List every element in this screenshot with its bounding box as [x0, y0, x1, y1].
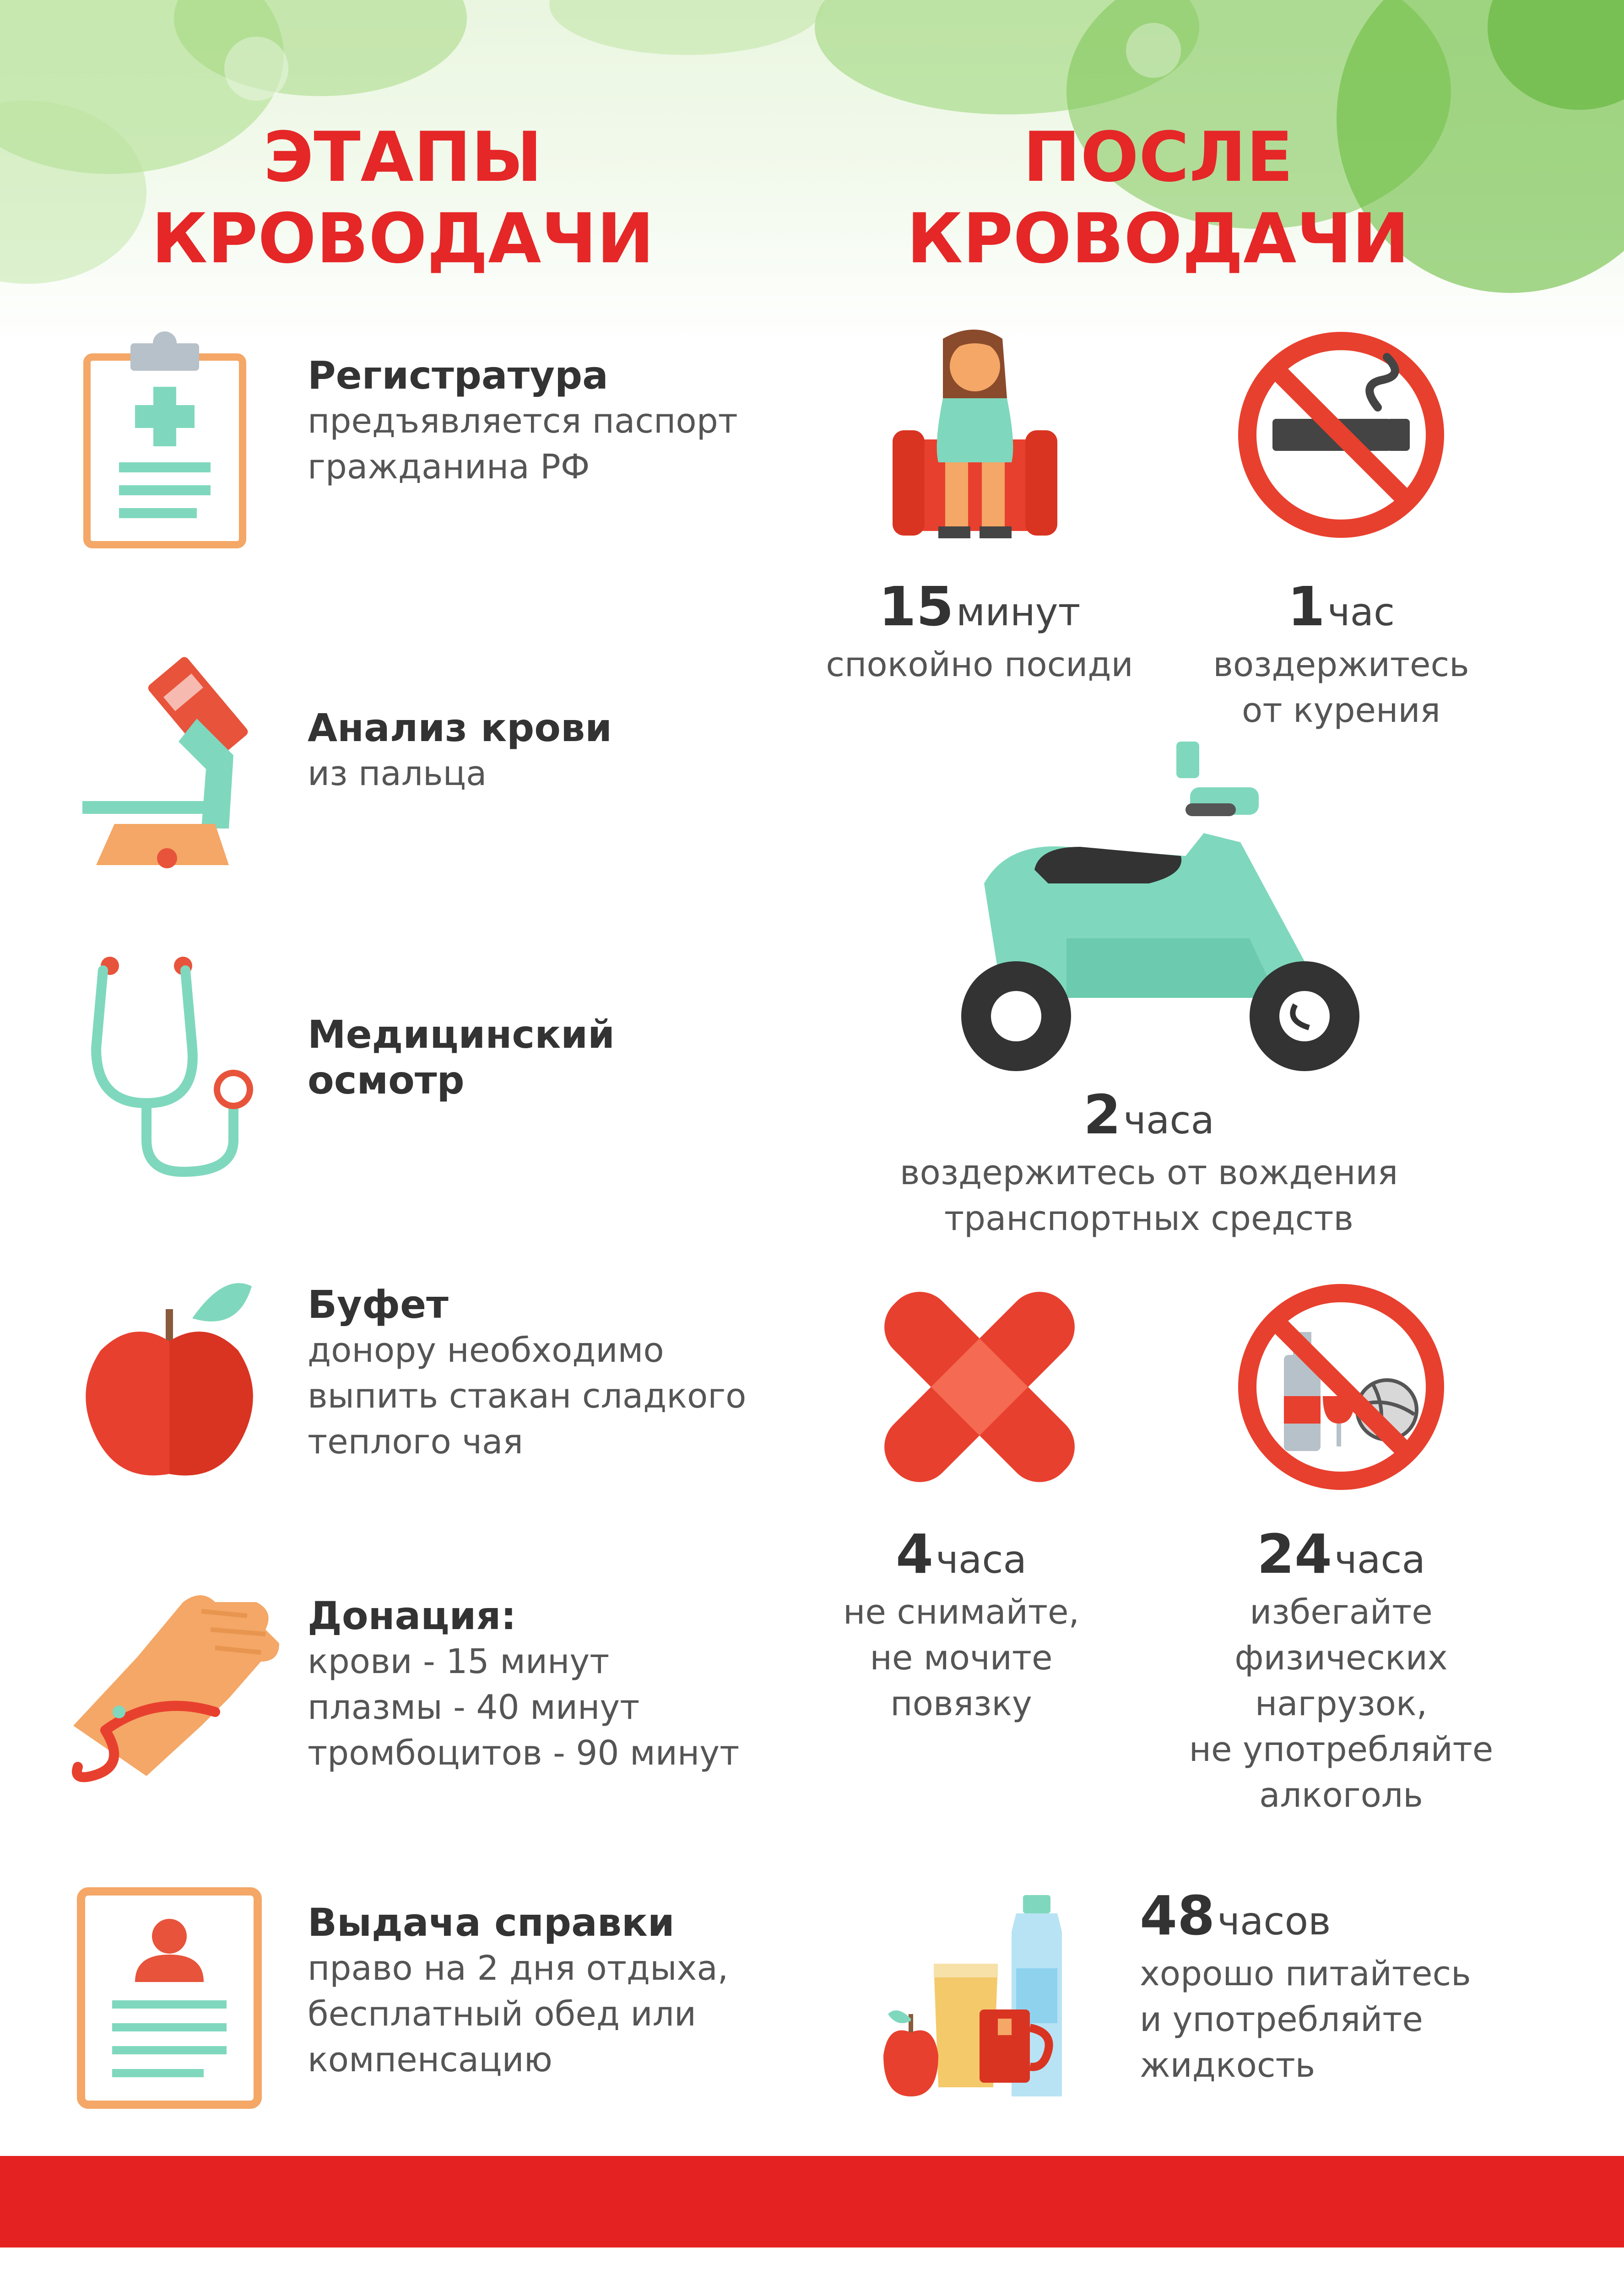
- after-2hours: [815, 1085, 1483, 1241]
- stage-title: Анализ крови: [308, 705, 612, 750]
- stage-desc-line: донору необходимо: [308, 1331, 664, 1370]
- stage-registration: [308, 352, 738, 490]
- after-15min: [787, 577, 1172, 688]
- stage-desc-line: из пальца: [308, 754, 487, 793]
- stage-desc-line: крови - 15 минут: [308, 1642, 610, 1681]
- apple-icon: [78, 1273, 261, 1489]
- title-after-line1: ПОСЛЕ: [1023, 118, 1294, 197]
- stage-title: Медицинский: [308, 1012, 615, 1057]
- scooter-icon: [929, 742, 1378, 1073]
- microscope-icon: [78, 650, 261, 876]
- after-unit: часа: [936, 1537, 1027, 1582]
- after-desc-line: воздержитесь от вождения: [899, 1153, 1398, 1192]
- clipboard-icon: [82, 330, 247, 551]
- no-alcohol-sport-icon: [1236, 1282, 1446, 1494]
- stage-desc-line: гражданина РФ: [308, 447, 590, 487]
- after-desc-line: избегайте: [1250, 1592, 1433, 1632]
- stage-donation: [308, 1593, 739, 1776]
- stage-certificate: [308, 1900, 728, 2083]
- stethoscope-icon: [82, 957, 265, 1187]
- after-desc-line: алкоголь: [1259, 1776, 1423, 1815]
- stage-title-line2: осмотр: [308, 1058, 465, 1103]
- stage-desc-line: выпить стакан сладкого: [308, 1376, 747, 1416]
- after-4hours: [796, 1524, 1126, 1727]
- after-number: 1: [1287, 575, 1325, 638]
- after-desc-line: физических: [1234, 1638, 1448, 1678]
- bottom-red-bar: [0, 2156, 1624, 2248]
- stage-title: Выдача справки: [308, 1900, 675, 1945]
- stage-desc-line: предъявляется паспорт: [308, 401, 738, 441]
- after-unit: час: [1327, 590, 1395, 634]
- after-24hours: [1163, 1524, 1520, 1818]
- stage-desc-line: теплого чая: [308, 1422, 523, 1462]
- title-after: [906, 117, 1410, 280]
- after-desc-line: транспортных средств: [944, 1199, 1354, 1238]
- title-stages-line2: КРОВОДАЧИ: [151, 199, 655, 279]
- stage-medical-exam: [308, 1012, 615, 1103]
- sitting-person-icon: [893, 325, 1057, 547]
- after-desc-line: от курения: [1242, 691, 1440, 730]
- bandage-icon: [870, 1277, 1089, 1499]
- title-stages-line1: ЭТАПЫ: [263, 118, 542, 197]
- hand-icon: [64, 1575, 284, 1796]
- after-desc-line: повязку: [890, 1684, 1032, 1723]
- after-number: 4: [896, 1522, 934, 1586]
- after-desc-line: и употребляйте: [1140, 2000, 1423, 2039]
- certificate-icon: [76, 1886, 263, 2112]
- stage-title: Буфет: [308, 1282, 449, 1327]
- after-desc-line: не снимайте,: [843, 1592, 1079, 1632]
- stage-desc-line: бесплатный обед или: [308, 1994, 697, 2034]
- after-unit: часов: [1217, 1899, 1331, 1944]
- after-unit: минут: [956, 590, 1081, 634]
- stage-desc-line: плазмы - 40 минут: [308, 1688, 640, 1727]
- stage-desc-line: право на 2 дня отдыха,: [308, 1949, 729, 1988]
- after-desc-line: спокойно посиди: [826, 645, 1133, 684]
- stage-title: Донация:: [308, 1593, 516, 1638]
- after-number: 24: [1256, 1522, 1332, 1586]
- after-number: 2: [1083, 1083, 1121, 1146]
- after-number: 48: [1140, 1884, 1215, 1947]
- stage-blood-test: [308, 705, 612, 796]
- title-stages: [151, 117, 655, 280]
- after-desc-line: нагрузок,: [1255, 1684, 1428, 1723]
- after-unit: часа: [1123, 1098, 1214, 1143]
- after-1hour: [1172, 577, 1510, 733]
- after-number: 15: [878, 575, 954, 638]
- no-smoking-icon: [1236, 330, 1446, 542]
- after-48hours: [1140, 1886, 1506, 2088]
- after-desc-line: жидкость: [1140, 2046, 1315, 2085]
- stage-desc-line: компенсацию: [308, 2040, 552, 2080]
- stage-buffet: [308, 1282, 746, 1465]
- after-desc-line: воздержитесь: [1213, 645, 1469, 684]
- after-unit: часа: [1334, 1537, 1426, 1582]
- after-desc-line: хорошо питайтесь: [1140, 1954, 1471, 1993]
- after-desc-line: не употребляйте: [1189, 1730, 1494, 1769]
- food-drinks-icon: [879, 1895, 1089, 2107]
- title-after-line2: КРОВОДАЧИ: [906, 199, 1410, 279]
- stage-title: Регистратура: [308, 353, 608, 398]
- after-desc-line: не мочите: [870, 1638, 1053, 1678]
- stage-desc-line: тромбоцитов - 90 минут: [308, 1733, 740, 1773]
